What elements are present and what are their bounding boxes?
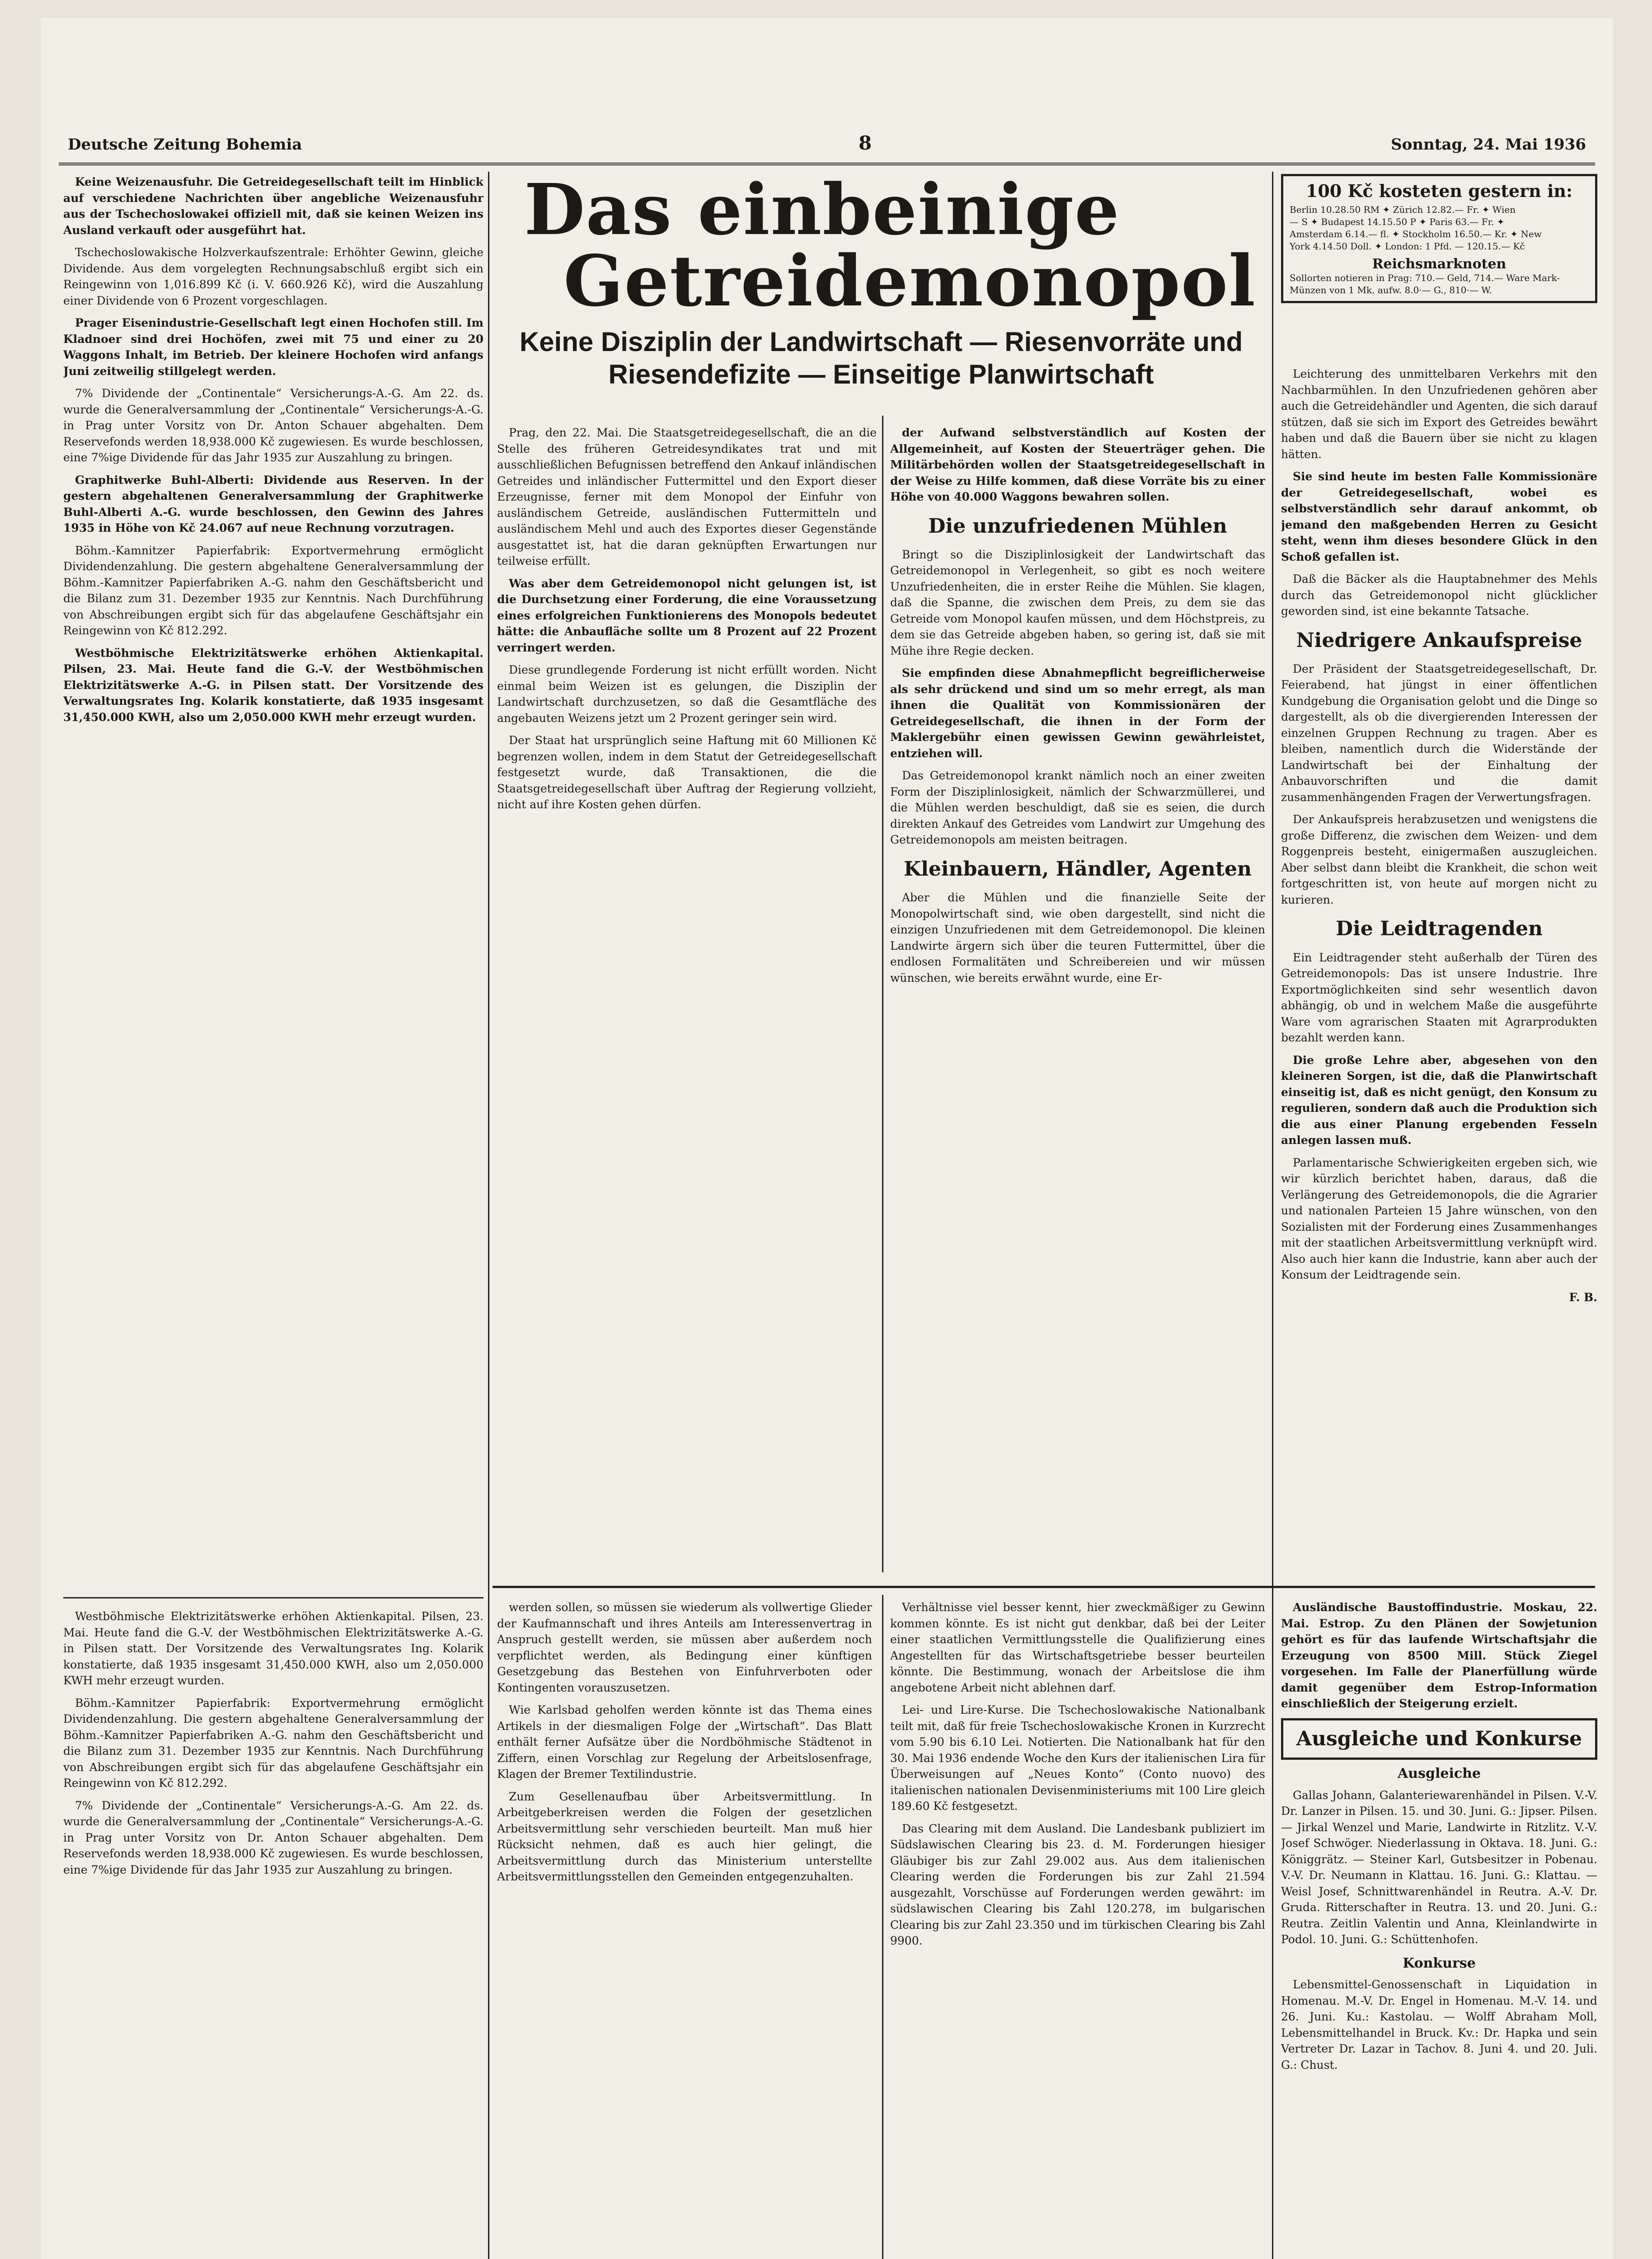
bankruptcies-list: Lebensmittel-Genossenschaft in Liquidation in Homenau. M.-V. Dr. Engel in Homenau. M.-V. 14. und 26. Juni. Ku.: Kastolau. — Wolff Abraham Moll, Lebensmittelhandel in Bruck. Kv.: Dr. Hapka und sein Vertreter Dr. Lazar in Tachov. 8. Juni 4. und 20. Juli. G.: Chust. [1281, 1978, 1597, 2072]
headline-subtitle: Keine Disziplin der Landwirtschaft — Riesenvorräte und Riesendefizite — Einseitige Planwirtschaft [519, 327, 1243, 390]
right-column [1281, 174, 1597, 303]
right-para-1b: Sie sind heute im besten Falle Kommissionäre der Getreidegesellschaft, wobei es selbstverständlich sehr darauf ankommt, ob jemand den maßgebenden Herren zu Gesicht steht, wenn ihm dieses besondere Glück in den Schoß gefallen ist. [1281, 470, 1597, 563]
lower-col3 [1281, 1599, 1597, 2259]
mills-text: Bringt so die Disziplinlosigkeit der Landwirtschaft das Getreidemonopol in Verlegenheit, so gibt es noch weitere Unzufriedenheiten, die in erster Reihe die Mühlen. Sie klagen, daß die Spanne, die zwischen dem Preis, zu dem sie das Getreide vom Monopol kaufen müssen, und dem Höchstpreis, zu dem sie das Getreide abgeben haben, so gering ist, daß sie mit Mühe ihre Regie decken. [890, 548, 1265, 657]
news-continentale-dividend: 7% Dividende der „Continentale“ Versicherungs-A.-G. Am 22. ds. wurde die Generalversammlung der „Continentale“ Versicherungs-A.-G. in Prag unter Vorsitz von Dr. Anton Schauer abgehalten. Dem Reservefonds werden 18,938.000 Kč zugewiesen. Es wurde beschlossen, eine 7%ige Dividende für das Jahr 1935 zur Auszahlung zu bringen. [63, 387, 483, 464]
masthead [59, 131, 1595, 165]
exchange-box-title: 100 Kč kosteten gestern in: [1305, 181, 1573, 201]
lower-a2: Wie Karlsbad geholfen werden könnte ist das Thema eines Artikels in der diesmaligen Folge der „Wirtschaft“. Das Blatt enthält ferner Aufsätze über die Nordböhmische Städtenot in Ziffern, einen Vorschlag zur Regelung der Arbeitslosenfrage, Klagen der Bremer Textilindustrie. [497, 1703, 872, 1781]
main-article-col2 [890, 425, 1265, 1572]
bankruptcy-heading: Ausgleiche und Konkurse [1296, 1727, 1582, 1750]
left-lower-repeat: Westböhmische Elektrizitätswerke erhöhen Aktienkapital. Pilsen, 23. Mai. Heute fand die G.-V. der Westböhmischen Elektrizitätswerke A.-G. in Pilsen statt. Der Vorsitzende des Verwaltungsrates Ing. Kolarik konstatierte, daß 1935 insgesamt 31,450.000 KWH, also um 2,050.000 KWH mehr erzeugt wurden. [63, 1610, 483, 1687]
column-rule [488, 172, 489, 2259]
news-prague-iron-industry: Prager Eisenindustrie-Gesellschaft legt einen Hochofen still. Im Kladnoer sind drei Hochöfen, zwei mit 75 und einer zu 20 Waggons Inhalt, im Betrieb. Der kleinere Hochofen wird anfangs Juni zeitweilig stillgelegt werden. [63, 316, 483, 378]
right-para-1: Leichterung des unmittelbaren Verkehrs mit den Nachbarmühlen. In den Unzufriedenen gehören aber auch die Getreidehändler und Agenten, die sich darauf stützen, daß sie sich im Export des Getreides bewährt haben und daß die Bauern über sie nicht zu klagen hätten. [1281, 367, 1597, 461]
exchange-box-subtitle: Reichsmarknoten [1372, 256, 1507, 272]
section-rule [493, 1586, 1595, 1588]
left-column [63, 174, 483, 1593]
news-no-wheat-export: Keine Weizenausfuhr. Die Getreidegesellschaft teilt im Hinblick auf verschiedene Nachrichten über angebliche Weizenausfuhr aus der Tschechoslowakei offiziell mit, daß sie keinen Weizen ins Ausland verkauft oder ausgeführt hat. [63, 175, 483, 237]
main-right-top: der Aufwand selbstverständlich auf Kosten der Allgemeinheit, auf Kosten der Steuerträger gehen. Die Militärbehörden wollen der Staatsgetreidegesellschaft in der Weise zu Hilfe kommen, daß diese Vorräte bis zu einer Höhe von 40.000 Waggons bewahren sollen. [890, 426, 1265, 503]
lower-a3: Zum Gesellenaufbau über Arbeitsvermittlung. In Arbeitgeberkreisen werden die Folgen der gesetzlichen Arbeitsvermittlung sehr verschieden beurteilt. Man muß hier Rücksicht nehmen, daß es auch hier gelingt, die Arbeitsvermittlung durch das Ministerium unterstellte Arbeitsvermittlungsstellen den Gemeinden entgegenzuhalten. [497, 1790, 872, 1883]
news-westbohemian-power: Westböhmische Elektrizitätswerke erhöhen Aktienkapital. Pilsen, 23. Mai. Heute fand die G.-V. der Westböhmischen Elektrizitätswerke A.-G. in Pilsen statt. Der Vorsitzende des Verwaltungsrates Ing. Kolarik konstatierte, daß 1935 insgesamt 31,450.000 KWH, also um 2,050.000 KWH mehr erzeugt wurden. [63, 646, 483, 724]
paper-name: Deutsche Zeitung Bohemia [68, 136, 302, 154]
smallholders-text: Aber die Mühlen und die finanzielle Seite der Monopolwirtschaft sind, wie oben dargestellt, sind nicht die einzigen Unzufriedenen mit dem Getreidemonopol. Die kleinen Landwirte ärgern sich über die teuren Futtermittel, über die endlosen Formalitäten und Schreibereien und wir müssen wünschen, wie bereits erwähnt wurde, eine Er- [890, 891, 1265, 984]
lower-prices-text-2: Der Ankaufspreis herabzusetzen und wenigstens die große Differenz, die zwischen dem Weizen- und dem Roggenpreis besteht, einigermaßen auszugleichen. Aber selbst dann bleibt die Krankheit, die schon weit fortgeschritten ist, von heute auf morgen nicht zu kurieren. [1281, 813, 1597, 906]
lower-b1: Verhältnisse viel besser kennt, hier zweckmäßiger zu Gewinn kommen könnte. Es ist nicht gut denkbar, daß bei der Leiter einer staatlichen Vermittlungsstelle die Qualifizierung eines Angestellten für das Wirtschaftsgetriebe besser beurteilen könnte. Die Bestimmung, wonach der Arbeitslose die ihm angebotene Arbeit nicht ablehnen darf. [890, 1601, 1265, 1694]
news-graphite-works: Graphitwerke Buhl-Alberti: Dividende aus Reserven. In der gestern abgehaltenen Generalversammlung der Graphitwerke Buhl-Alberti A.-G. wurde beschlossen, den Gewinn des Jahres 1935 in Höhe von Kč 24.067 auf neue Rechnung vorzutragen. [63, 473, 483, 534]
right-column-text [1281, 366, 1597, 1577]
exchange-box-note: Sollorten notieren in Prag: 710.— Geld, 714.— Ware Mark-Münzen von 1 Mk. aufw. 8.0·— G., 810·— W. [1290, 272, 1560, 295]
lower-col2 [890, 1599, 1265, 2259]
exchange-row: York 4.14.50 Doll. ✦ London: 1 Pfd. — 120.15.— Kč [1290, 241, 1525, 252]
news-paper-factory: Böhm.-Kamnitzer Papierfabrik: Exportvermehrung ermöglicht Dividendenzahlung. Die gestern abgehaltene Generalversammlung der Böhm.-Kamnitzer Papierfabriken A.-G. nahm den Geschäftsbericht und die Bilanz zum 31. Dezember 1935 zur Kenntnis. Nach Durchführung von Abschreibungen ergibt sich für das abgelaufene Geschäftsjahr ein Reingewinn von Kč 812.292. [63, 544, 483, 637]
headline-line1: Das einbeinige [524, 168, 1120, 251]
exchange-rows [1290, 204, 1589, 253]
exchange-row: Berlin 10.28.50 RM ✦ Zürich 12.82.— Fr. ✦ Wien [1290, 204, 1516, 215]
column-rule [1272, 172, 1273, 2259]
main-article-col1 [497, 425, 877, 1572]
sufferers-text: Ein Leidtragender steht außerhalb der Türen des Getreidemonopols: Das ist unsere Industrie. Ihre Exportmöglichkeiten sind sehr wesentlich davon abhängig, ob und in welchem Maße die ausgeführte Ware vom agrarischen Staaten mit Agrarprodukten bezahlt werden kann. [1281, 951, 1597, 1045]
lower-col1 [497, 1599, 872, 2259]
left-lower-repeat-2: Böhm.-Kamnitzer Papierfabrik: Exportvermehrung ermöglicht Dividendenzahlung. Die gestern abgehaltene Generalversammlung der Böhm.-Kamnitzer Papierfabriken A.-G. nahm den Geschäftsbericht und die Bilanz zum 31. Dezember 1935 zur Kenntnis. Nach Durchführung von Abschreibungen ergibt sich für das abgelaufene Geschäftsjahr ein Reingewinn von Kč 812.292. [63, 1696, 483, 1790]
sufferers-text-2: Parlamentarische Schwierigkeiten ergeben sich, wie wir kürzlich berichtet haben, daraus, daß die Verlängerung des Getreidemonopols, die die Agrarier und nationalen Parteien 15 Jahre wünschen, von den Sozialisten mit der Forderung eines Zusammenhanges mit der staatlichen Arbeitsvermittlung verknüpft wird. Also auch hier kann die Industrie, kann aber auch der Konsum der Leidtragende sein. [1281, 1156, 1597, 1282]
exchange-row: Amsterdam 6.14.— fl. ✦ Stockholm 16.50.— Kr. ✦ New [1290, 229, 1542, 239]
subheading-lower-prices: Niedrigere Ankaufspreise [1296, 628, 1582, 652]
lower-a1: werden sollen, so müssen sie wiederum als vollwertige Glieder der Kaufmannschaft und ihres Anteils am Interessenvertrag in Anspruch gestellt werden, sie müssen aber außerdem noch verpflichtet werden, als Bedingung einer künftigen Gesetzgebung das Bestehen von Einfuhrverboten oder Kontingenten vorauszusetzen. [497, 1601, 872, 1694]
subheading-sufferers: Die Leidtragenden [1335, 917, 1543, 941]
left-lower-repeat-3: 7% Dividende der „Continentale“ Versicherungs-A.-G. Am 22. ds. wurde die Generalversammlung der „Continentale“ Versicherungs-A.-G. in Prag unter Vorsitz von Dr. Anton Schauer abgehalten. Dem Reservefonds werden 18,938.000 Kč zugewiesen. Es wurde beschlossen, eine 7%ige Dividende für das Jahr 1935 zur Auszahlung zu bringen. [63, 1799, 483, 1876]
subheading-mills: Die unzufriedenen Mühlen [928, 514, 1227, 538]
left-column-lower [63, 1608, 483, 2259]
lower-b3: Das Clearing mit dem Ausland. Die Landesbank publiziert im Südslawischen Clearing bis 23. d. M. Forderungen hiesiger Gläubiger bis zur Zahl 29.002 aus. Aus dem italienischen Clearing werden die Forderungen bis zur Zahl 21.594 ausgezahlt, Vorschüsse auf Forderungen werden gewährt: im südslawischen Clearing bis Zahl 120.278, im bulgarischen Clearing bis zur Zahl 23.350 und im türkischen Clearing bis Zahl 9900. [890, 1822, 1265, 1947]
column-rule [882, 416, 883, 1572]
mills-bold: Sie empfinden diese Abnahmepflicht begreiflicherweise als sehr drückend und sind um so mehr erregt, als man ihnen die Qualität von Kommissionären der Getreidegesellschaft, die ihnen in der Form der Maklergebühr einen gewissen Gewinn gewährleistet, entziehen will. [890, 666, 1265, 760]
sufferers-bold: Die große Lehre aber, abgesehen von den kleineren Sorgen, ist die, daß die Planwirtschaft einseitig ist, daß es nicht genügt, den Konsum zu regulieren, sondern daß auch die Produktion sich die aus einer Planung ergebenden Fesseln anlegen lassen muß. [1281, 1053, 1597, 1147]
settlements-list: Gallas Johann, Galanteriewarenhändel in Pilsen. V.-V. Dr. Lanzer in Pilsen. 15. und 30. Juni. G.: Jipser. Pilsen. — Jirkal Wenzel und Marie, Landwirte in Ritzlitz. V.-V. Josef Schwöger. Niederlassung in Oktava. 18. Juni. G.: Königgrätz. — Steiner Karl, Gutsbesitzer in Pobenau. V.-V. Dr. Neumann in Klattau. 16. Juni. G.: Klattau. — Weisl Josef, Schnittwarenhändel in Reutra. A.-V. Dr. Gruda. Ritterschafter in Reutra. 13. und 20. Juni. G.: Reutra. Zeitlin Valentin und Anna, Kleinlandwirte in Podol. 10. Juni. G.: Schüttenhofen. [1281, 1788, 1597, 1946]
author-signature: F. B. [1569, 1290, 1597, 1304]
section-rule [63, 1597, 483, 1598]
main-intro: Prag, den 22. Mai. Die Staatsgetreidegesellschaft, die an die Stelle des früheren Getreidesyndikates trat und mit ausschließlichen Befugnissen betreffend den Ankauf inländischen Getreides und inländischer Futtermittel und den Export dieser Erzeugnisse, ferner mit dem Monopol der Einfuhr von ausländischem Getreide, ausländischen Futtermitteln und ausländischem Mehl und auch des Exportes dieser Gegenstände ausgestattet ist, hat die daran geknüpften Erwartungen nur teilweise erfüllt. [497, 426, 877, 567]
right-para-1c: Daß die Bäcker als die Hauptabnehmer des Mehls durch das Getreidemonopol nicht glücklicher geworden sind, ist eine bekannte Tatsache. [1281, 572, 1597, 618]
main-para-2: Diese grundlegende Forderung ist nicht erfüllt worden. Nicht einmal beim Weizen ist es gelungen, die Disziplin der Landwirtschaft durchzusetzen, so daß die Gesamtfläche des angebauten Weizens jetzt um 2 Prozent geringer sein wird. [497, 663, 877, 725]
bankruptcies-heading: Konkurse [1403, 1955, 1476, 1971]
exchange-rate-box [1281, 174, 1597, 303]
lower-b2: Lei- und Lire-Kurse. Die Tschechoslowakische Nationalbank teilt mit, daß für freie Tschechoslowakische Kronen in Kurzrecht vom 5.90 bis 6.10 Lei. Notierten. Die Nationalbank hat für den 30. Mai 1936 endende Woche den Kurs der italienischen Lira für Überweisungen auf „Neues Konto“ (Conto nuovo) des italienischen nationalen Devisenministeriums mit 100 Lire gleich 189.60 Kč festgesetzt. [890, 1703, 1265, 1813]
newspaper-page [41, 18, 1613, 2259]
headline-line2: Getreidemonopol [563, 239, 1256, 323]
subheading-smallholders: Kleinbauern, Händler, Agenten [903, 857, 1252, 881]
exchange-row: — S ✦ Budapest 14.15.50 P ✦ Paris 63.— Fr. ✦ [1290, 216, 1505, 227]
lower-prices-text: Der Präsident der Staatsgetreidegesellschaft, Dr. Feierabend, hat jüngst in einer öffentlichen Kundgebung die Organisation gelobt und die Dinge so dargestellt, als ob die divergierenden Interessen der einzelnen Gruppen Rechnung zu tragen. Aber es bleiben, namentlich durch die Widerstände der Landwirtschaft bei der Einhaltung der Anbauvorschriften und die damit zusammenhängenden Fragen der Verwertungsfragen. [1281, 662, 1597, 804]
settlements-heading: Ausgleiche [1398, 1765, 1481, 1781]
main-bold-1: Was aber dem Getreidemonopol nicht gelungen ist, ist die Durchsetzung einer Forderung, die eine Voraussetzung eines erfolgreichen Funktionierens des Monopols bedeutet hätte: die Anbaufläche sollte um 8 Prozent auf 22 Prozent verringert werden. [497, 576, 877, 654]
news-wood-sales-centre: Tschechoslowakische Holzverkaufszentrale: Erhöhter Gewinn, gleiche Dividende. Aus dem vorgelegten Rechnungsabschluß ergibt sich ein Reingewinn von 1,016.899 Kč (i. V. 660.926 Kč), wird die Auszahlung einer Dividende von 6 Prozent vorgeschlagen. [63, 246, 483, 307]
lower-c1: Ausländische Baustoffindustrie. Moskau, 22. Mai. Estrop. Zu den Plänen der Sowjetunion gehört es für das laufende Wirtschaftsjahr die Erzeugung von 8500 Mill. Stück Ziegel vorgesehen. Im Falle der Planerfüllung würde damit gegenüber dem Estrop-Information einschließlich der Steigerung erzielt. [1281, 1601, 1597, 1710]
issue-date: Sonntag, 24. Mai 1936 [1391, 136, 1586, 154]
mills-text-2: Das Getreidemonopol krankt nämlich noch an einer zweiten Form der Disziplinlosigkeit, nämlich der Schwarzmüllerei, und die Mühlen werden beschuldigt, daß sie es seien, die durch direkten Ankauf des Getreides vom Landwirt zur Umgehung des Getreidemonopols am meisten beitragen. [890, 769, 1265, 847]
bankruptcy-header-box [1281, 1718, 1597, 1760]
main-para-3: Der Staat hat ursprünglich seine Haftung mit 60 Millionen Kč begrenzen wollen, indem in dem Statut der Getreidegesellschaft festgesetzt wurde, daß Transaktionen, die die Staatsgetreidegesellschaft über Auftrag der Regierung vollzieht, nicht auf ihre Kosten gehen dürfen. [497, 734, 877, 811]
column-rule [882, 1595, 883, 2259]
page-number: 8 [859, 132, 872, 154]
main-article-header [497, 168, 1265, 391]
